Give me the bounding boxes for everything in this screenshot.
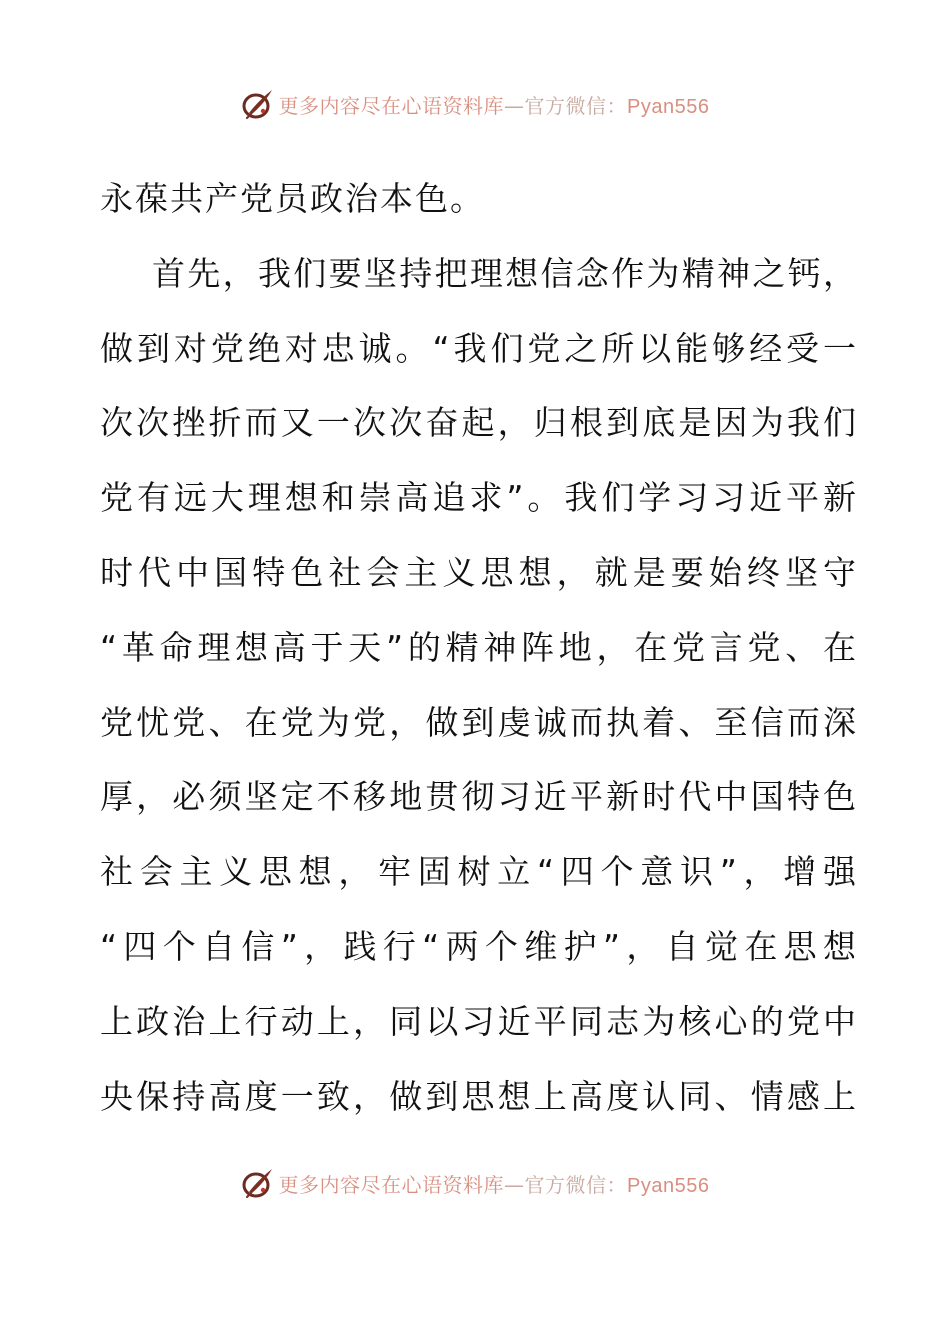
footer-banner-wechat-label: —官方微信： [504,1172,628,1197]
header-banner [0,84,950,124]
text-line: 首先，我们要坚持把理想信念作为精神之钙， [152,253,856,293]
header-banner-site: 更多内容尽在心语资料库 [278,93,505,118]
text-line: 党有远大理想和崇高追求”。我们学习习近平新 [100,478,856,518]
text-line: 次次挫折而又一次次奋起，归根到底是因为我们 [100,403,856,443]
text-line: “四个自信”，践行“两个维护”，自觉在思想 [100,926,856,966]
text-line: 永葆共产党员政治本色。 [100,179,485,218]
quill-logo-icon [241,87,275,121]
document-body [100,162,856,1134]
header-banner-wechat-id: Pyan556 [627,95,710,118]
footer-banner [0,1163,950,1203]
text-line: 厚，必须坚定不移地贯彻习近平新时代中国特色 [100,777,856,817]
text-line: 时代中国特色社会主义思想，就是要始终坚守 [100,552,856,592]
header-banner-text [279,90,710,119]
footer-banner-text [279,1169,710,1198]
text-line: “革命理想高于天”的精神阵地，在党言党、在 [100,627,856,667]
text-line: 社会主义思想，牢固树立“四个意识”，增强 [100,852,856,892]
header-banner-wechat-label: —官方微信： [504,93,628,118]
quill-logo-icon [241,1166,275,1200]
text-line: 党忧党、在党为党，做到虔诚而执着、至信而深 [100,702,856,742]
footer-banner-wechat-id: Pyan556 [627,1174,710,1197]
text-line: 上政治上行动上，同以习近平同志为核心的党中 [100,1001,856,1041]
footer-banner-site: 更多内容尽在心语资料库 [278,1172,505,1197]
text-line: 央保持高度一致，做到思想上高度认同、情感上 [100,1076,856,1116]
text-line: 做到对党绝对忠诚。“我们党之所以能够经受一 [100,328,856,368]
